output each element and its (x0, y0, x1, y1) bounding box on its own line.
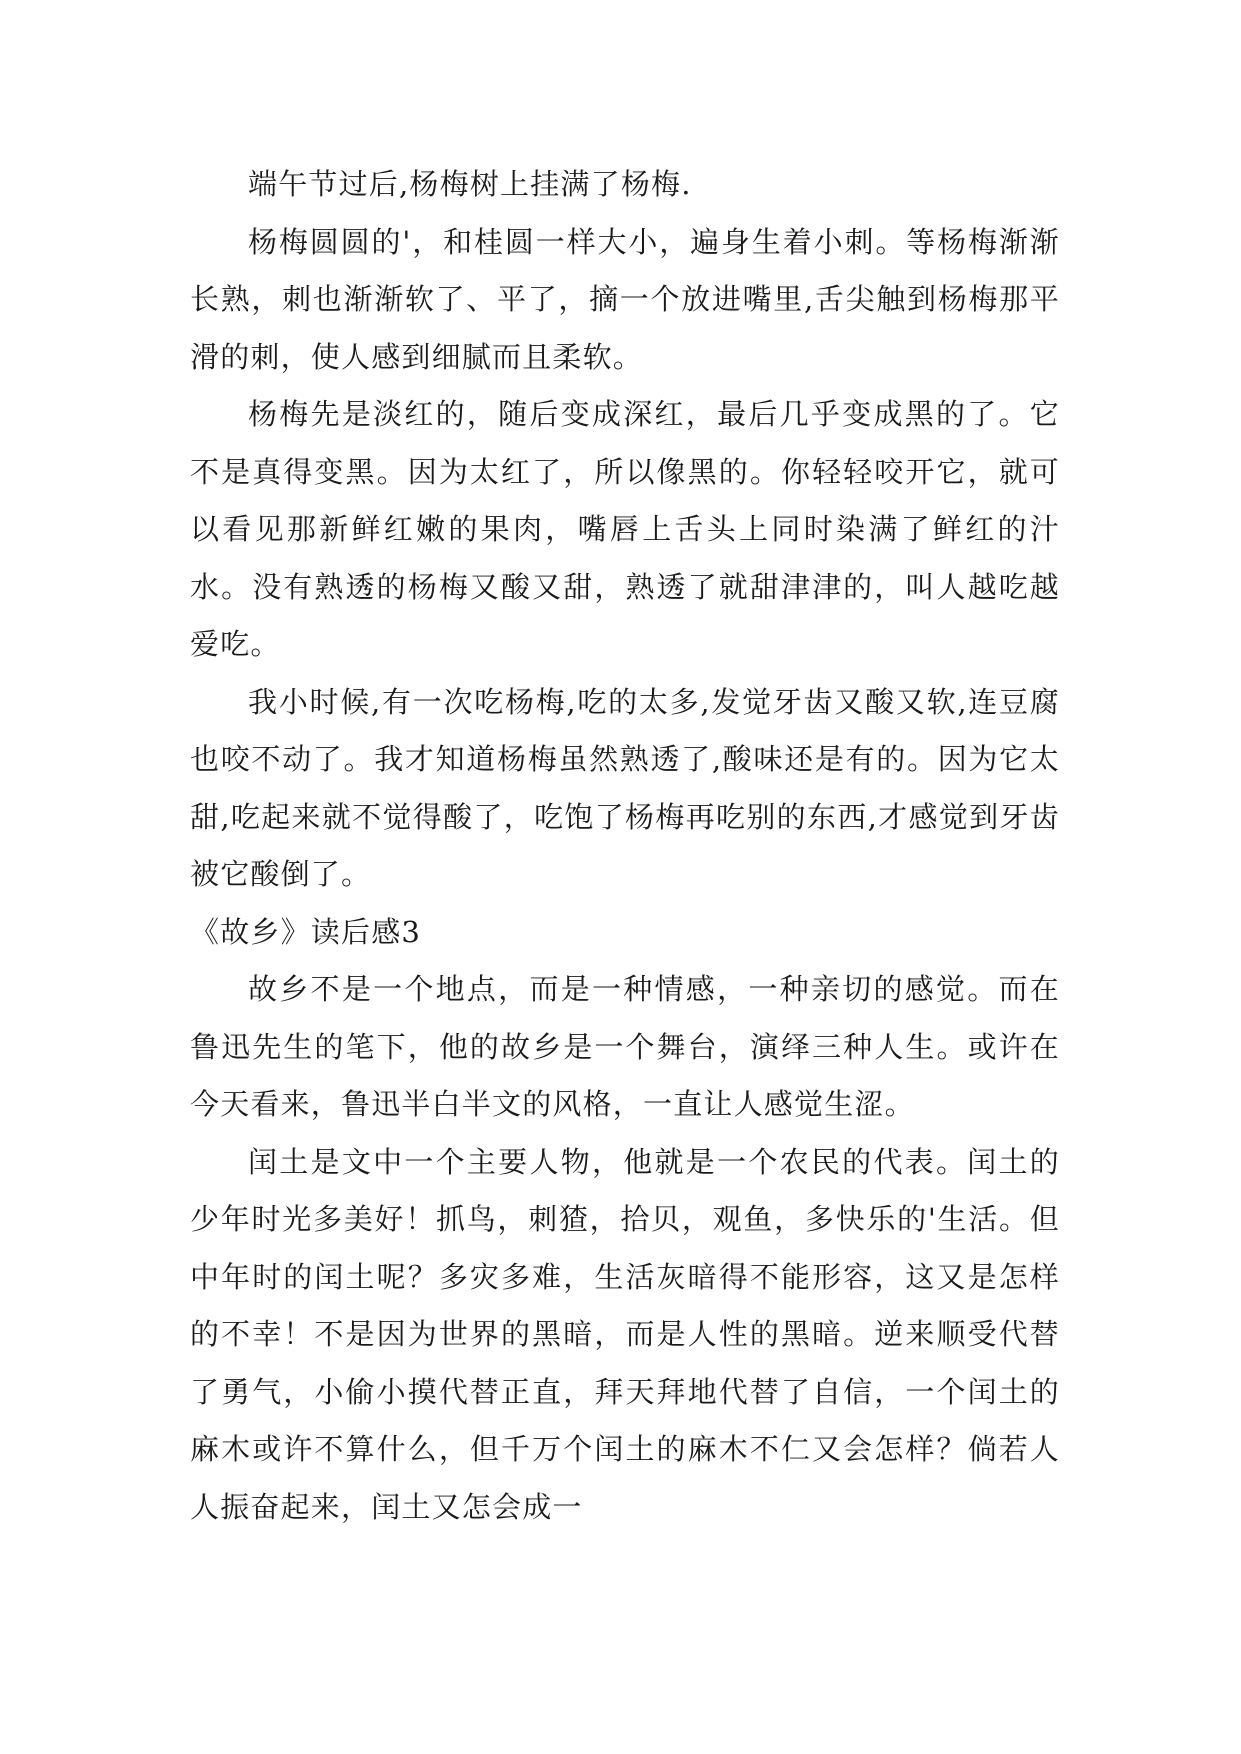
paragraph-3: 杨梅先是淡红的，随后变成深红，最后几乎变成黑的了。它不是真得变黑。因为太红了，所以像黑的。你轻轻咬开它，就可以看见那新鲜红嫩的果肉，嘴唇上舌头上同时染满了鲜红的汁水。没有熟透的杨梅又酸又甜，熟透了就甜津津的，叫人越吃越爱吃。 (190, 397, 1060, 661)
paragraph-2: 杨梅圆圆的'，和桂圆一样大小，遍身生着小刺。等杨梅渐渐长熟，刺也渐渐软了、平了，摘一个放进嘴里,舌尖触到杨梅那平滑的刺，使人感到细腻而且柔软。 (190, 224, 1060, 374)
paragraph-1: 端午节过后,杨梅树上挂满了杨梅. (248, 167, 692, 201)
document-page (190, 156, 1060, 1536)
paragraph-6: 闰土是文中一个主要人物，他就是一个农民的代表。闰土的少年时光多美好！抓鸟，刺猹，拾贝，观鱼，多快乐的'生活。但中年时的闰土呢？多灾多难，生活灰暗得不能形容，这又是怎样的不幸！不是因为世界的黑暗，而是人性的黑暗。逆来顺受代替了勇气，小偷小摸代替正直，拜天拜地代替了自信，一个闰土的麻木或许不算什么，但千万个闰土的麻木不仁又会怎样？倘若人人振奋起来，闰土又怎会成一 (190, 1144, 1060, 1524)
section-heading: 《故乡》读后感3 (190, 914, 422, 949)
paragraph-5: 故乡不是一个地点，而是一种情感，一种亲切的感觉。而在鲁迅先生的笔下，他的故乡是一个舞台，演绎三种人生。或许在今天看来，鲁迅半白半文的风格，一直让人感觉生涩。 (190, 972, 1060, 1121)
paragraph-4: 我小时候,有一次吃杨梅,吃的太多,发觉牙齿又酸又软,连豆腐也咬不动了。我才知道杨梅虽然熟透了,酸味还是有的。因为它太甜,吃起来就不觉得酸了，吃饱了杨梅再吃别的东西,才感觉到牙齿被它酸倒了。 (190, 684, 1060, 891)
